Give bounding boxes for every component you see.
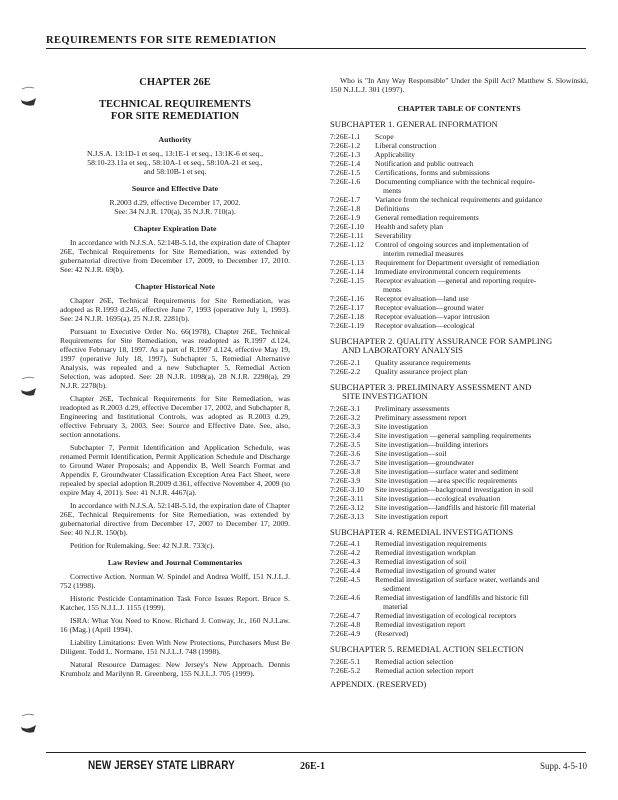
- section-number: 7:26E-3.12: [330, 502, 364, 512]
- section-title-block: [375, 267, 588, 276]
- toc-entry: [330, 494, 588, 503]
- section-title: Remedial investigation of soil: [375, 557, 467, 566]
- toc-entry: [330, 458, 588, 467]
- section-title-block: [375, 321, 588, 330]
- section-title-continued: ments: [383, 284, 402, 294]
- section-number: 7:26E-3.4: [330, 430, 361, 440]
- commentary-item: Historic Pesticide Contamination Task Force Issues Report. Bruce S. Katcher, 155 N.J.L.J. 1155 (1999).: [60, 594, 290, 612]
- section-title-block: [375, 539, 588, 548]
- section-title-block: [375, 312, 588, 321]
- library-stamp: NEW JERSEY STATE LIBRARY: [88, 760, 235, 772]
- section-title: Remedial investigation of surface water, wetlands and: [375, 575, 540, 584]
- section-number: 7:26E-4.5: [330, 575, 361, 584]
- section-number: 7:26E-1.17: [330, 302, 364, 312]
- section-title-block: [375, 566, 588, 575]
- toc-entry: [330, 666, 588, 675]
- section-title-block: [375, 413, 588, 422]
- source-line: See: 34 N.J.R. 170(a), 35 N.J.R. 710(a).: [114, 207, 236, 216]
- commentary-item: Corrective Action. Norman W. Spindel and Andrea Wolff, 151 N.J.L.J. 752 (1998).: [60, 572, 290, 590]
- section-title: General remediation requirements: [375, 212, 479, 222]
- authority-heading: Authority: [158, 135, 192, 144]
- section-title-block: [375, 358, 588, 367]
- section-title: Remedial investigation requirements: [375, 539, 487, 548]
- section-title-continued: material: [383, 602, 408, 611]
- toc-entry: [330, 575, 588, 593]
- toc-entry: [330, 422, 588, 431]
- section-title-block: [375, 195, 588, 204]
- section-number: 7:26E-1.9: [330, 212, 361, 222]
- section-title: Site investigation—building interiors: [375, 439, 489, 449]
- right-column: [330, 76, 588, 689]
- toc-entry: [330, 611, 588, 620]
- punch-mark-icon: [20, 713, 40, 739]
- section-title-block: [375, 629, 588, 638]
- section-title: Site investigation—surface water and sediment: [375, 466, 519, 476]
- toc-entry: [330, 231, 588, 240]
- section-title: Preliminary assessment report: [375, 412, 467, 422]
- section-title-block: [375, 512, 588, 521]
- toc-entry: [330, 657, 588, 666]
- toc-entry: [330, 204, 588, 213]
- section-number: 7:26E-4.9: [330, 629, 361, 638]
- toc-entry: [330, 476, 588, 485]
- authority-line: and 58:10B-1 et seq.: [143, 167, 207, 176]
- section-number: 7:26E-1.4: [330, 158, 361, 168]
- toc-entry: [330, 222, 588, 231]
- section-number: 7:26E-2.1: [330, 357, 361, 367]
- section-title-block: [375, 222, 588, 231]
- section-title: Immediate environmental concern requirements: [375, 266, 521, 276]
- section-title-continued: ments: [383, 185, 402, 195]
- history-paragraph: Subchapter 7, Permit Identification and Application Schedule, was renamed Permit Identification, Permit Application Schedule and Discharge to Ground Water Proposals; and Appendix B, Well Search Format and Appendix F, Groundwater Classification Exception Area Fact Sheet, were repealed by special adoption R.2009 d.361, effective November 4, 2009 (to expire May 4, 2011). See: 41 N.J.R. 4467(a).: [60, 443, 290, 497]
- commentary-item: Liability Limitations: Even With New Protections, Purchasers Must Be Diligent. Todd L. Normane, 151 N.J.L.J. 748 (1998).: [60, 638, 290, 656]
- section-number: 7:26E-1.13: [330, 257, 364, 267]
- history-paragraph: In accordance with N.J.S.A. 52:14B-5.1d, the expiration date of Chapter 26E, Technical Requirements for Site Remediation, was extended by gubernatorial directive from December 17, 2007 to December 17, 2009. See: 40 N.J.R. 150(b).: [60, 501, 290, 537]
- section-title-block: [375, 458, 588, 467]
- toc-entry: [330, 512, 588, 521]
- section-title: Health and safety plan: [375, 221, 444, 231]
- expiration-text: In accordance with N.J.S.A. 52:14B-5.1d, the expiration date of Chapter 26E, Technical Requirements for Site Remediation, was extended by gubernatorial directive from December 17, 2009, to December 17, 2010. See: 42 N.J.R. 69(b).: [60, 238, 290, 274]
- toc-entry: [330, 276, 588, 294]
- subchapter-heading: [330, 645, 588, 655]
- section-number: 7:26E-1.10: [330, 221, 364, 231]
- section-title-block: [375, 404, 588, 413]
- section-title: Remedial investigation workplan: [375, 548, 476, 557]
- history-paragraph: Chapter 26E, Technical Requirements for Site Remediation, was adopted as R.1993 d.245, effective June 7, 1993 (operative July 1, 1993). See: 24 N.J.R. 1695(a), 25 N.J.R. 2281(b).: [60, 296, 290, 323]
- section-title-block: [375, 657, 588, 666]
- section-title-block: [375, 204, 588, 213]
- subchapter-title-continued: SITE INVESTIGATION: [342, 391, 428, 401]
- section-title: Site investigation—ecological evaluation: [375, 493, 501, 503]
- toc-entry: [330, 593, 588, 611]
- section-title-block: [375, 548, 588, 557]
- toc-entry: [330, 440, 588, 449]
- authority-line: 58:10-23.11a et seq., 58:10A-1 et seq., 58:10A-21 et seq.,: [87, 158, 263, 167]
- section-number: 7:26E-1.18: [330, 311, 364, 321]
- subchapter-title: SUBCHAPTER 5. REMEDIAL ACTION SELECTION: [330, 644, 524, 654]
- toc-entry: [330, 141, 588, 150]
- section-number: 7:26E-1.1: [330, 131, 361, 141]
- section-number: 7:26E-1.7: [330, 194, 361, 204]
- section-title-block: [375, 494, 588, 503]
- section-title-block: [375, 467, 588, 476]
- history-heading: Chapter Historical Note: [135, 282, 215, 291]
- toc-entry: [330, 150, 588, 159]
- footer-rule: [46, 752, 586, 753]
- section-title-block: [375, 258, 588, 267]
- section-title-block: [375, 422, 588, 431]
- toc-entry: [330, 358, 588, 367]
- section-title-block: [375, 611, 588, 620]
- toc-entry: [330, 240, 588, 258]
- toc-title: CHAPTER TABLE OF CONTENTS: [397, 104, 521, 113]
- toc-entry: [330, 413, 588, 422]
- section-title-block: [375, 177, 588, 195]
- section-title: Remedial action selection: [375, 656, 454, 666]
- toc-entry: [330, 195, 588, 204]
- authority-line: N.J.S.A. 13:1D-1 et seq., 13:1E-1 et seq., 13:1K-6 et seq.,: [86, 149, 264, 158]
- section-title-continued: sediment: [383, 584, 411, 593]
- section-title-block: [375, 150, 588, 159]
- section-title: Requirement for Department oversight of remediation: [375, 257, 540, 267]
- subchapter-heading: [330, 120, 588, 130]
- toc-entry: [330, 159, 588, 168]
- section-number: 7:26E-3.7: [330, 457, 361, 467]
- section-title: Applicability: [375, 149, 416, 159]
- section-title: Receptor evaluation—vapor intrusion: [375, 311, 490, 321]
- toc-entry: [330, 449, 588, 458]
- section-title-block: [375, 620, 588, 629]
- section-number: 7:26E-5.2: [330, 665, 361, 675]
- commentary-item: Who is "In Any Way Responsible" Under the Spill Act? Matthew S. Slowinski, 150 N.J.L.J. 301 (1997).: [330, 76, 588, 94]
- section-number: 7:26E-3.13: [330, 511, 364, 521]
- section-title-block: [375, 159, 588, 168]
- toc-entry: [330, 629, 588, 638]
- toc-entry: [330, 539, 588, 548]
- expiration-heading: Chapter Expiration Date: [133, 224, 217, 233]
- toc-entry: [330, 213, 588, 222]
- section-title-block: [375, 240, 588, 258]
- section-title: Documenting compliance with the technical require-: [375, 176, 536, 186]
- section-title-block: [375, 593, 588, 611]
- section-number: 7:26E-1.5: [330, 167, 361, 177]
- subchapter-title: SUBCHAPTER 2. QUALITY ASSURANCE FOR SAMPLING: [330, 335, 553, 346]
- toc-entry: [330, 620, 588, 629]
- section-title-block: [375, 231, 588, 240]
- subchapter-title: SUBCHAPTER 3. PRELIMINARY ASSESSMENT AND: [330, 381, 532, 392]
- toc-entry: [330, 258, 588, 267]
- section-title: Site investigation—soil: [375, 448, 447, 458]
- toc-entry: [330, 557, 588, 566]
- section-number: 7:26E-1.11: [330, 230, 364, 240]
- chapter-title: [60, 99, 290, 123]
- section-title-block: [375, 440, 588, 449]
- section-title: Site investigation—groundwater: [375, 457, 474, 467]
- section-title-block: [375, 276, 588, 294]
- section-title: Severability: [375, 230, 412, 240]
- section-number: 7:26E-4.1: [330, 539, 361, 548]
- section-number: 7:26E-4.6: [330, 593, 361, 602]
- section-title: (Reserved): [375, 629, 409, 638]
- section-title: Site investigation—landfills and historic fill material: [375, 502, 536, 512]
- toc-entry: [330, 404, 588, 413]
- section-number: 7:26E-1.16: [330, 293, 364, 303]
- history-paragraph: Pursuant to Executive Order No. 66(1978), Chapter 26E, Technical Requirements for Site Remediation, was readopted as R.1997 d.124, effective February 18, 1997. As a part of R.1997 d.124, effective May 19, 1997 (operative July 18, 1997), Subchapter 5, Remedial Alternative Analysis, was repealed and a new Subchapter 5, Remedial Action Selection, was adopted. See: 28 N.J.R. 1098(a), 28 N.J.R. 2298(a), 29 N.J.R. 2278(b).: [60, 327, 290, 390]
- toc-entry: [330, 503, 588, 512]
- section-number: 7:26E-1.6: [330, 176, 361, 186]
- subchapter-title: SUBCHAPTER 4. REMEDIAL INVESTIGATIONS: [330, 526, 514, 537]
- section-number: 7:26E-1.19: [330, 320, 364, 330]
- commentary-item: Natural Resource Damages: New Jersey's New Approach. Dennis Krumholz and Marilynn R. Greenberg, 155 N.J.L.J. 705 (1999).: [60, 660, 290, 678]
- section-title: Preliminary assessments: [375, 403, 450, 413]
- section-number: 7:26E-2.2: [330, 366, 361, 376]
- section-title-block: [375, 431, 588, 440]
- section-number: 7:26E-3.5: [330, 439, 361, 449]
- toc-entry: [330, 566, 588, 575]
- subchapter-heading: [330, 383, 588, 402]
- section-title-block: [375, 503, 588, 512]
- section-title-block: [375, 213, 588, 222]
- section-title-block: [375, 294, 588, 303]
- section-number: 7:26E-3.10: [330, 484, 364, 494]
- section-title: Remedial investigation report: [375, 620, 466, 629]
- section-title: Quality assurance requirements: [375, 357, 471, 367]
- section-title-continued: interim remedial measures: [383, 248, 464, 258]
- commentary-item: ISRA: What You Need to Know. Richard J. Conway, Jr., 160 N.J.Law. 16 (Mag.) (April 1994).: [60, 616, 290, 634]
- section-number: 7:26E-1.15: [330, 275, 364, 285]
- toc-entry: [330, 294, 588, 303]
- section-number: 7:26E-3.11: [330, 493, 364, 503]
- chapter-title-line: FOR SITE REMEDIATION: [110, 111, 240, 122]
- chapter-title-line: TECHNICAL REQUIREMENTS: [99, 99, 251, 110]
- appendix-line: APPENDIX. (RESERVED): [330, 678, 427, 689]
- section-title: Site investigation: [375, 421, 428, 431]
- source-text: [60, 198, 290, 216]
- section-title-block: [375, 141, 588, 150]
- running-head: REQUIREMENTS FOR SITE REMEDIATION: [46, 35, 277, 46]
- subchapter-heading: [330, 337, 588, 356]
- toc-entry: [330, 303, 588, 312]
- subchapter-heading: [330, 528, 588, 538]
- source-line: R.2003 d.29, effective December 17, 2002.: [109, 198, 241, 207]
- section-title: Site investigation—background investigation in soil: [375, 484, 534, 494]
- section-title: Liberal construction: [375, 140, 437, 150]
- section-title: Certifications, forms and submissions: [375, 167, 490, 177]
- chapter-number: CHAPTER 26E: [139, 77, 211, 88]
- page-number: 26E-1: [300, 761, 325, 772]
- toc-entry: [330, 367, 588, 376]
- section-title: Site investigation report: [375, 511, 448, 521]
- section-title: Site investigation —area specific requirements: [375, 475, 518, 485]
- punch-mark-icon: [20, 86, 40, 112]
- section-title: Receptor evaluation —general and reporting require-: [375, 275, 537, 285]
- section-number: 7:26E-3.8: [330, 466, 361, 476]
- toc-entry: [330, 267, 588, 276]
- toc-entry: [330, 548, 588, 557]
- subchapter-title-continued: AND LABORATORY ANALYSIS: [342, 345, 463, 355]
- toc-entry: [330, 132, 588, 141]
- section-number: 7:26E-4.8: [330, 620, 361, 629]
- authority-text: [60, 149, 290, 176]
- section-number: 7:26E-1.2: [330, 140, 361, 150]
- section-number: 7:26E-5.1: [330, 656, 361, 666]
- toc-entry: [330, 467, 588, 476]
- section-title: Remedial investigation of landfills and historic fill: [375, 593, 529, 602]
- toc-entry: [330, 168, 588, 177]
- section-title-block: [375, 476, 588, 485]
- section-title: Remedial investigation of ground water: [375, 566, 496, 575]
- section-title: Remedial investigation of ecological receptors: [375, 611, 517, 620]
- section-title: Site investigation —general sampling requirements: [375, 430, 532, 440]
- section-title-block: [375, 367, 588, 376]
- section-title: Definitions: [375, 203, 410, 213]
- toc-entry: [330, 177, 588, 195]
- section-number: 7:26E-1.12: [330, 239, 364, 249]
- subchapter-title: SUBCHAPTER 1. GENERAL INFORMATION: [330, 119, 498, 129]
- toc-entry: [330, 312, 588, 321]
- section-number: 7:26E-3.2: [330, 412, 361, 422]
- section-title: Scope: [375, 131, 394, 141]
- section-title: Receptor evaluation—land use: [375, 293, 469, 303]
- section-title: Receptor evaluation—ground water: [375, 302, 484, 312]
- section-title: Receptor evaluation—ecological: [375, 320, 475, 330]
- history-paragraph: Chapter 26E, Technical Requirements for Site Remediation, was readopted as R.2003 d.29, effective December 17, 2002, and Subchapter 8, Engineering and Institutional Controls, was adopted as R.2003 d.29, effective February 3, 2003. See: Source and Effective Date. See, also, section annotations.: [60, 394, 290, 439]
- section-number: 7:26E-1.3: [330, 149, 361, 159]
- section-number: 7:26E-3.1: [330, 403, 361, 413]
- law-review-heading: Law Review and Journal Commentaries: [107, 558, 243, 567]
- left-column: [60, 76, 290, 682]
- section-title-block: [375, 485, 588, 494]
- section-number: 7:26E-1.8: [330, 203, 361, 213]
- section-number: 7:26E-1.14: [330, 266, 364, 276]
- section-title-block: [375, 168, 588, 177]
- section-title-block: [375, 132, 588, 141]
- section-title: Control of ongoing sources and implementation of: [375, 239, 529, 249]
- section-title: Quality assurance project plan: [375, 366, 468, 376]
- section-number: 7:26E-4.4: [330, 566, 361, 575]
- section-number: 7:26E-4.7: [330, 611, 361, 620]
- section-title-block: [375, 303, 588, 312]
- toc-entry: [330, 431, 588, 440]
- history-paragraph: Petition for Rulemaking. See: 42 N.J.R. 733(c).: [70, 541, 215, 550]
- toc-entry: [330, 321, 588, 330]
- section-title-block: [375, 449, 588, 458]
- supplement-date: Supp. 4-5-10: [540, 761, 587, 771]
- section-title-block: [375, 666, 588, 675]
- section-title-block: [375, 575, 588, 593]
- section-title: Notification and public outreach: [375, 158, 474, 168]
- section-number: 7:26E-3.9: [330, 475, 361, 485]
- section-title: Variance from the technical requirements and guidance: [375, 194, 543, 204]
- section-number: 7:26E-3.3: [330, 421, 361, 431]
- section-title-block: [375, 557, 588, 566]
- header-rule: [46, 48, 586, 49]
- source-heading: Source and Effective Date: [131, 184, 219, 193]
- toc-entry: [330, 485, 588, 494]
- section-number: 7:26E-3.6: [330, 448, 361, 458]
- section-number: 7:26E-4.3: [330, 557, 361, 566]
- punch-mark-icon: [20, 376, 40, 402]
- section-title: Remedial action selection report: [375, 665, 474, 675]
- section-number: 7:26E-4.2: [330, 548, 361, 557]
- table-of-contents: [330, 120, 588, 675]
